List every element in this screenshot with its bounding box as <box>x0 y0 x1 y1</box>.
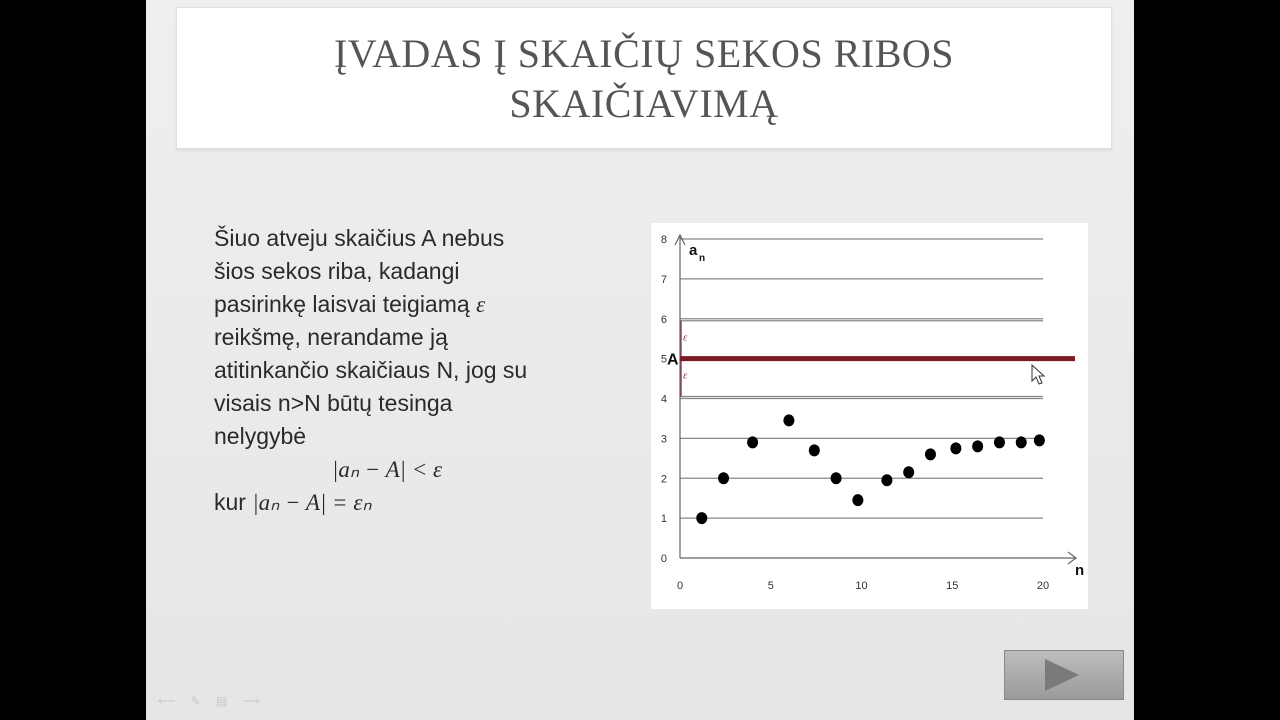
x-tick-label-10: 10 <box>855 580 868 592</box>
x-axis-label: n <box>1075 562 1085 579</box>
x-tick-label-0: 0 <box>676 580 684 592</box>
slide-tools-icons: ⟵ ✎ ▤ ⟶ <box>158 694 266 708</box>
play-arrow-icon <box>1045 659 1079 691</box>
data-point-4 <box>809 444 820 456</box>
chart-box <box>651 223 1088 609</box>
y-tick-label-4: 4 <box>660 393 667 406</box>
body-line-3: pasirinkę laisvai teigiamą <box>214 291 470 317</box>
data-point-11 <box>972 440 983 452</box>
data-point-0 <box>696 512 707 524</box>
y-tick-label-3: 3 <box>660 433 667 446</box>
kur-label: kur <box>214 489 246 515</box>
slide-title-box <box>176 7 1112 149</box>
data-point-8 <box>903 466 914 478</box>
mouse-cursor-icon <box>1032 365 1044 384</box>
body-line-1: Šiuo atveju skaičius A nebus <box>214 225 505 251</box>
y-axis-label: a <box>689 242 698 259</box>
y-tick-label-5: 5 <box>660 353 667 366</box>
x-tick-label-5: 5 <box>767 580 774 592</box>
slide-title-line-2: SKAIČIAVIMĄ <box>509 81 779 126</box>
x-tick-label-15: 15 <box>946 580 959 592</box>
data-point-14 <box>1034 434 1045 446</box>
body-line-7: nelygybė <box>214 423 307 449</box>
data-point-3 <box>783 414 794 426</box>
data-point-10 <box>950 442 961 454</box>
y-tick-label-6: 6 <box>660 313 667 326</box>
slide-body-text <box>214 222 634 519</box>
limit-label: A <box>667 351 679 369</box>
epsilon-label-lower: ε <box>683 369 688 382</box>
next-slide-button[interactable] <box>1004 650 1124 700</box>
slide-title-line-1: ĮVADAS Į SKAIČIŲ SEKOS RIBOS <box>333 31 954 76</box>
body-line-3-wrap <box>214 288 634 321</box>
inequality-formula: |aₙ − A| < ε <box>332 457 443 482</box>
body-line-4: reikšmę, nerandame ją <box>214 324 448 350</box>
y-axis-label-subscript: n <box>699 253 706 264</box>
y-tick-label-2: 2 <box>660 473 667 486</box>
slide <box>146 0 1134 720</box>
y-tick-label-8: 8 <box>660 234 667 246</box>
epsilon-symbol: ε <box>476 292 486 317</box>
kur-line <box>214 486 634 519</box>
x-tick-label-20: 20 <box>1036 580 1050 592</box>
kur-formula: |aₙ − A| = εₙ <box>252 490 372 515</box>
data-point-7 <box>881 474 892 486</box>
epsilon-label-upper: ε <box>683 331 688 344</box>
data-point-13 <box>1016 436 1027 448</box>
data-point-5 <box>831 472 842 484</box>
data-point-2 <box>747 436 758 448</box>
data-point-1 <box>718 472 729 484</box>
body-line-5: atitinkančio skaičiaus N, jog su <box>214 357 528 383</box>
y-tick-label-7: 7 <box>660 273 667 286</box>
body-line-6: visais n>N būtų tesinga <box>214 390 453 416</box>
sequence-chart <box>651 223 1088 609</box>
data-point-6 <box>852 494 863 506</box>
body-line-2: šios sekos riba, kadangi <box>214 258 460 284</box>
y-tick-label-0: 0 <box>660 553 667 565</box>
data-point-9 <box>925 448 936 460</box>
data-point-12 <box>994 436 1005 448</box>
y-tick-label-1: 1 <box>660 513 667 526</box>
